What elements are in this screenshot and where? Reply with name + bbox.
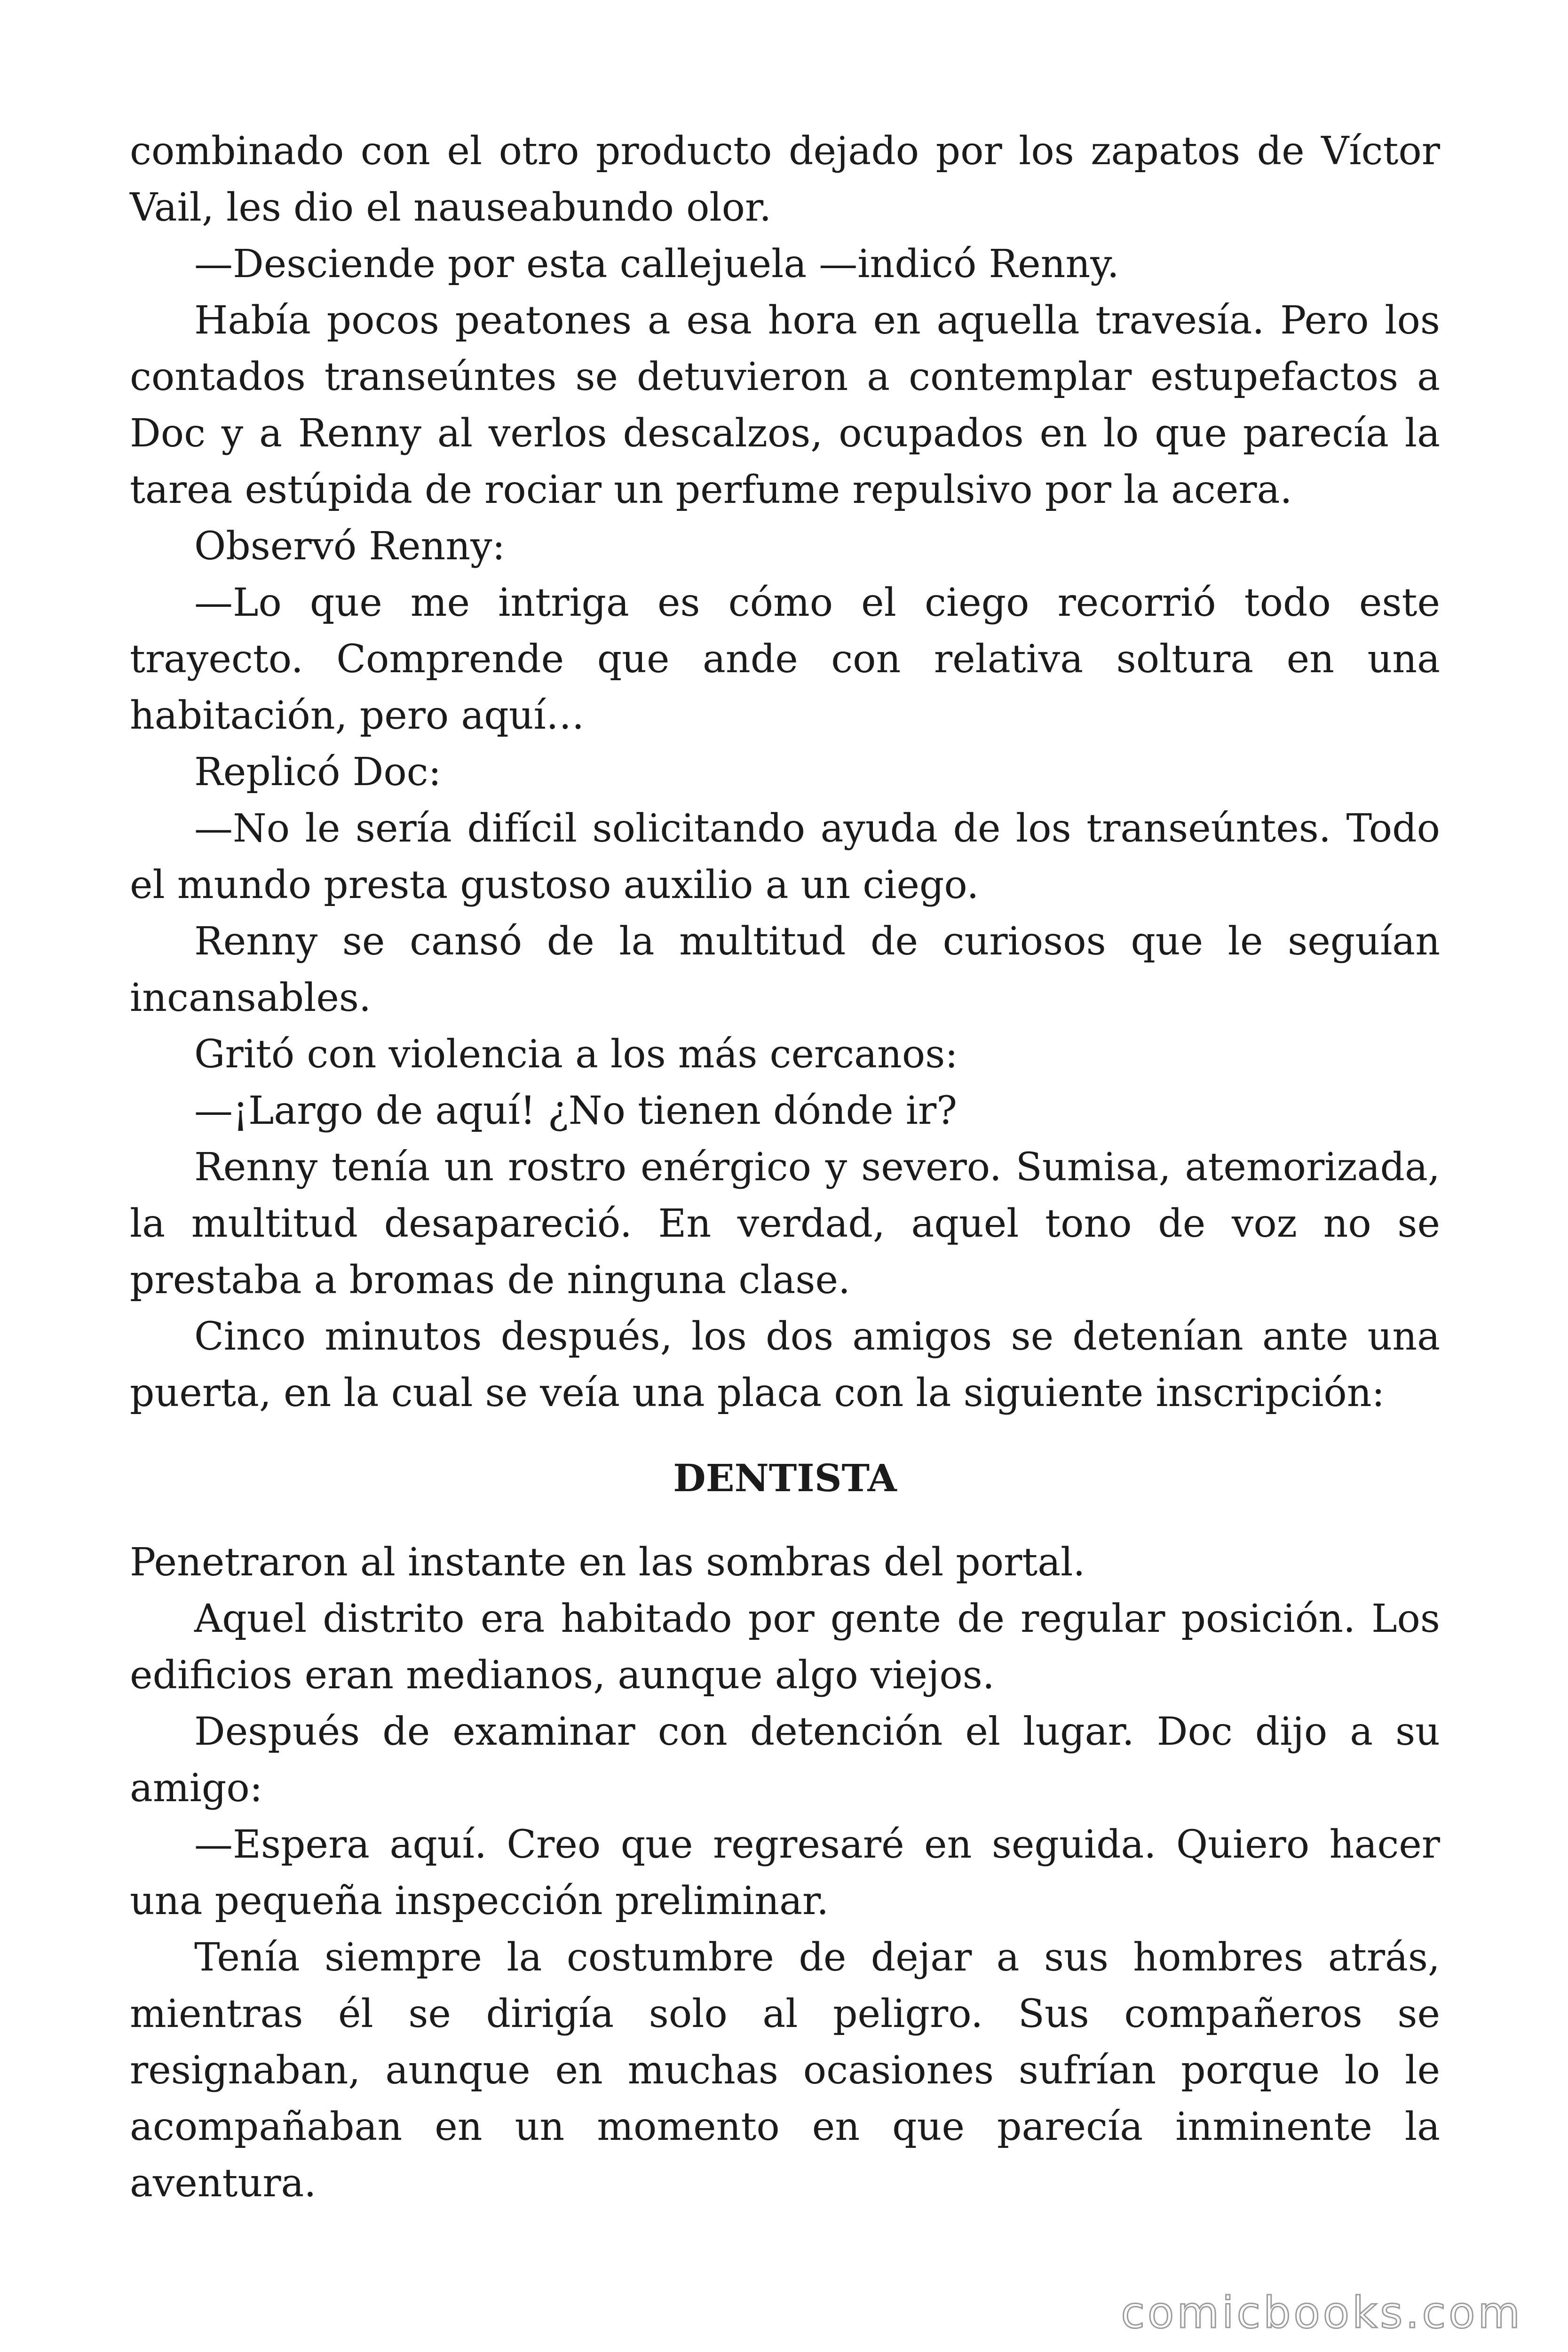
paragraph: Observó Renny: xyxy=(194,524,506,569)
paragraph: —No le sería difícil solicitando ayuda de los transeúntes. Todo el mundo presta gustoso auxilio a un ciego. xyxy=(130,806,1440,907)
paragraph: Aquel distrito era habitado por gente de regular posición. Los edificios eran medianos, aunque algo viejos. xyxy=(130,1597,1440,1698)
paragraph: combinado con el otro producto dejado por los zapatos de Víctor Vail, les dio el nauseabundo olor. xyxy=(130,129,1440,230)
paragraph: Penetraron al instante en las sombras del portal. xyxy=(130,1540,1085,1585)
paragraph: —Lo que me intriga es cómo el ciego recorrió todo este trayecto. Comprende que ande con relativa soltura en una habitación, pero aquí… xyxy=(130,580,1440,738)
paragraph: Gritó con violencia a los más cercanos: xyxy=(194,1032,958,1077)
watermark: comicbooks.com xyxy=(1121,2288,1523,2338)
page-body xyxy=(130,123,1440,2212)
paragraph: Renny se cansó de la multitud de curiosos que le seguían incansables. xyxy=(130,919,1440,1020)
paragraph: Tenía siempre la costumbre de dejar a sus hombres atrás, mientras él se dirigía solo al peligro. Sus compañeros se resignaban, aunque en muchas ocasiones sufrían porque lo le acompañaban en un momento en que parecía inminente la aventura. xyxy=(130,1935,1440,2206)
paragraph: Cinco minutos después, los dos amigos se detenían ante una puerta, en la cual se veía una placa con la siguiente inscripción: xyxy=(130,1314,1440,1415)
sign-heading: DENTISTA xyxy=(673,1456,897,1500)
paragraph: Había pocos peatones a esa hora en aquella travesía. Pero los contados transeúntes se detuvieron a contemplar estupefactos a Doc y a Renny al verlos descalzos, ocupados en lo que parecía la tarea estúpida de rociar un perfume repulsivo por la acera. xyxy=(130,298,1440,512)
paragraph: —¡Largo de aquí! ¿No tienen dónde ir? xyxy=(194,1089,958,1133)
paragraph: Renny tenía un rostro enérgico y severo. Sumisa, atemorizada, la multitud desapareció. En verdad, aquel tono de voz no se prestaba a bromas de ninguna clase. xyxy=(130,1145,1440,1303)
paragraph: —Espera aquí. Creo que regresaré en seguida. Quiero hacer una pequeña inspección preliminar. xyxy=(130,1822,1440,1923)
paragraph: Replicó Doc: xyxy=(194,750,442,795)
paragraph: —Desciende por esta callejuela —indicó Renny. xyxy=(194,242,1119,286)
paragraph: Después de examinar con detención el lugar. Doc dijo a su amigo: xyxy=(130,1709,1440,1811)
